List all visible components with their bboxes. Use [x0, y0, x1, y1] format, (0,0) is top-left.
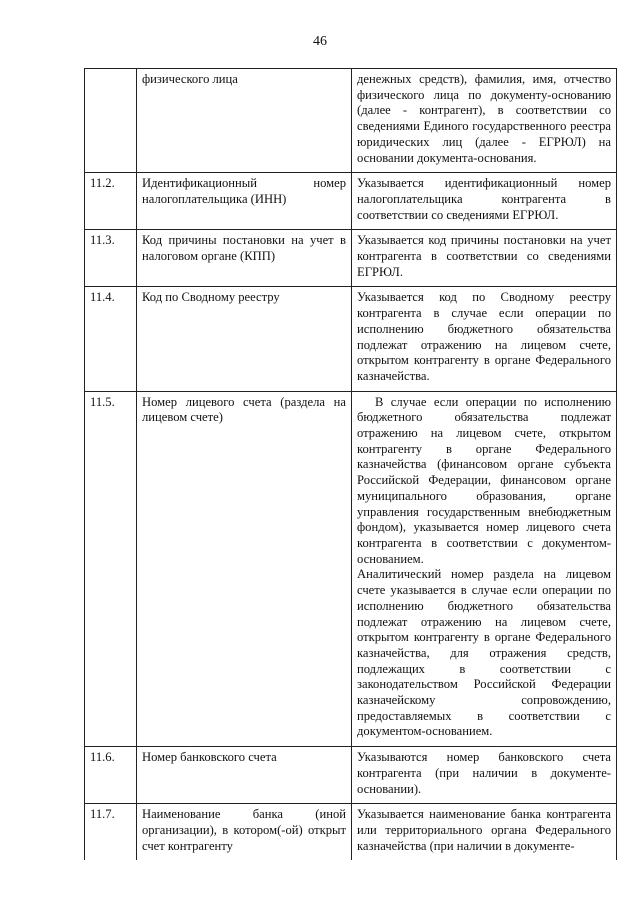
table-row — [85, 391, 617, 746]
row-number: 11.7. — [85, 804, 137, 861]
field-name: Номер лицевого счета (раздела на лицевом счете) — [137, 391, 352, 746]
description-paragraph: Указываются номер банковского счета контрагента (при наличии в документе-основании). — [357, 750, 611, 796]
row-number: 11.3. — [85, 230, 137, 287]
field-description — [352, 287, 617, 391]
page-number: 46 — [313, 34, 327, 49]
table-row — [85, 69, 617, 173]
row-number: 11.5. — [85, 391, 137, 746]
field-description — [352, 804, 617, 861]
table-row — [85, 804, 617, 861]
field-name: Номер банковского счета — [137, 747, 352, 804]
description-paragraph: В случае если операции по исполнению бюджетного обязательства подлежат отражению на лицевом счете, открытом контрагенту в органе Федерального казначейства (финансовом органе субъекта Российской Федерации, финансовом органе муниципального образования, органе управления государственным внебюджетным фондом), указывается номер лицевого счета контрагента в соответствии с документом-основанием. — [357, 394, 611, 566]
row-number: 11.4. — [85, 287, 137, 391]
table-row — [85, 173, 617, 230]
field-name: физического лица — [137, 69, 352, 173]
field-name: Наименование банка (иной организации), в котором(-ой) открыт счет контрагенту — [137, 804, 352, 861]
description-paragraph: Указывается идентификационный номер налогоплательщика контрагента в соответствии со сведениями ЕГРЮЛ. — [357, 176, 611, 222]
field-name: Код по Сводному реестру — [137, 287, 352, 391]
field-name: Код причины постановки на учет в налоговом органе (КПП) — [137, 230, 352, 287]
description-paragraph: Аналитический номер раздела на лицевом счете указывается в случае если операции по исполнению бюджетного обязательства подлежат отражению на лицевом счете, открытом контрагенту в органе Федерального казначейства, для отражения средств, подлежащих в соответствии с законодательством Российской Федерации казначейскому сопровождению, предоставляемых в соответствии с документом-основанием. — [357, 567, 611, 739]
description-paragraph: денежных средств), фамилия, имя, отчество физического лица по документу-основанию (далее - контрагент), в соответствии со сведениями Единого государственного реестра юридических лиц (далее - ЕГРЮЛ) на основании документа-основания. — [357, 72, 611, 165]
table-row — [85, 747, 617, 804]
field-description — [352, 173, 617, 230]
description-paragraph: Указывается код по Сводному реестру контрагента в случае если операции по исполнению бюджетного обязательства подлежат отражению на лицевом счете, открытом контрагенту в органе Федерального казначейства. — [357, 290, 611, 383]
requisites-table — [84, 68, 617, 860]
description-paragraph: Указывается код причины постановки на учет контрагента в соответствии со сведениями ЕГРЮЛ. — [357, 233, 611, 279]
field-description — [352, 230, 617, 287]
row-number: 11.2. — [85, 173, 137, 230]
field-description — [352, 747, 617, 804]
table-row — [85, 287, 617, 391]
field-description — [352, 69, 617, 173]
field-name: Идентификационный номер налогоплательщика (ИНН) — [137, 173, 352, 230]
row-number — [85, 69, 137, 173]
row-number: 11.6. — [85, 747, 137, 804]
table-row — [85, 230, 617, 287]
field-description — [352, 391, 617, 746]
description-paragraph: Указывается наименование банка контрагента или территориального органа Федерального казначейства (при наличии в документе- — [357, 807, 611, 853]
